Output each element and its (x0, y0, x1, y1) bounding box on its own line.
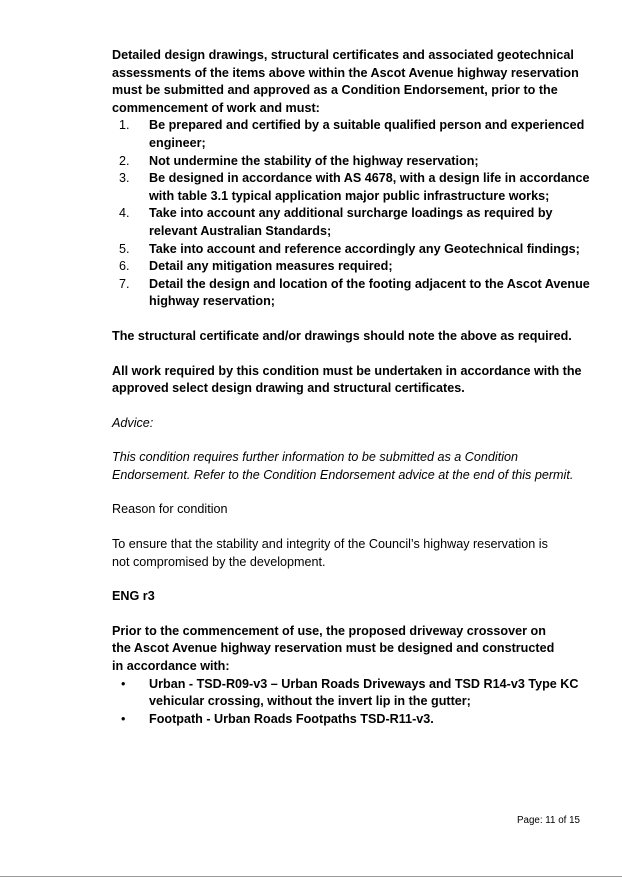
condition-code: ENG r3 (112, 589, 155, 604)
list-item (112, 711, 590, 729)
list-text: Take into account and reference accordingly any Geotechnical findings; (149, 241, 580, 256)
list-number: 4. (119, 206, 130, 221)
list-item (112, 258, 590, 276)
bullet-symbol: • (121, 711, 126, 726)
list-item (112, 676, 590, 711)
bullet-symbol: • (121, 676, 126, 691)
bullet-list (112, 676, 590, 729)
list-text: Not undermine the stability of the highway reservation; (149, 153, 479, 168)
list-number: 2. (119, 153, 130, 168)
list-item (112, 205, 590, 240)
list-number: 6. (119, 259, 130, 274)
list-number: 1. (119, 118, 130, 133)
list-text: Be designed in accordance with AS 4678, with a design life in accordance with table 3.1 typical application major public infrastructure works; (149, 171, 590, 203)
list-text: Urban - TSD-R09-v3 – Urban Roads Driveways and TSD R14-v3 Type KC vehicular crossing, without the invert lip in the gutter; (149, 676, 579, 709)
reason-text: To ensure that the stability and integrity of the Council’s highway reservation is not compromised by the development. (112, 537, 548, 569)
driveway-paragraph: Prior to the commencement of use, the proposed driveway crossover on the Ascot Avenue highway reservation must be designed and constructed in accordance with: (112, 623, 555, 674)
list-item (112, 241, 590, 259)
list-item (112, 117, 590, 152)
page-number: Page: 11 of 15 (516, 815, 580, 826)
list-text: Detail the design and location of the footing adjacent to the Ascot Avenue highway reservation; (149, 276, 590, 309)
page-divider (0, 876, 622, 877)
list-text: Footpath - Urban Roads Footpaths TSD-R11-v3. (149, 711, 434, 726)
all-work-paragraph: All work required by this condition must be undertaken in accordance with the approved select design drawing and structural certificates. (112, 363, 582, 396)
list-number: 7. (119, 276, 130, 291)
advice-label: Advice: (112, 415, 154, 430)
list-item (112, 276, 590, 311)
list-number: 3. (119, 171, 130, 186)
list-text: Take into account any additional surcharge loadings as required by relevant Australian Standards; (149, 206, 553, 238)
intro-paragraph: Detailed design drawings, structural certificates and associated geotechnical assessments of the items above within the Ascot Avenue highway reservation must be submitted and approved as a Condition Endorsement, prior to the commencement of work and must: (112, 48, 579, 115)
list-number: 5. (119, 241, 130, 256)
list-text: Be prepared and certified by a suitable qualified person and experienced engineer; (149, 118, 585, 150)
reason-label: Reason for condition (112, 502, 228, 517)
list-text: Detail any mitigation measures required; (149, 259, 393, 274)
structural-note: The structural certificate and/or drawings should note the above as required. (112, 328, 572, 343)
list-item (112, 153, 590, 171)
advice-text: This condition requires further information to be submitted as a Condition Endorsement. Refer to the Condition Endorsement advice at the end of this permit. (112, 450, 574, 482)
requirements-list (112, 117, 590, 311)
list-item (112, 170, 590, 205)
page-body (112, 47, 590, 728)
